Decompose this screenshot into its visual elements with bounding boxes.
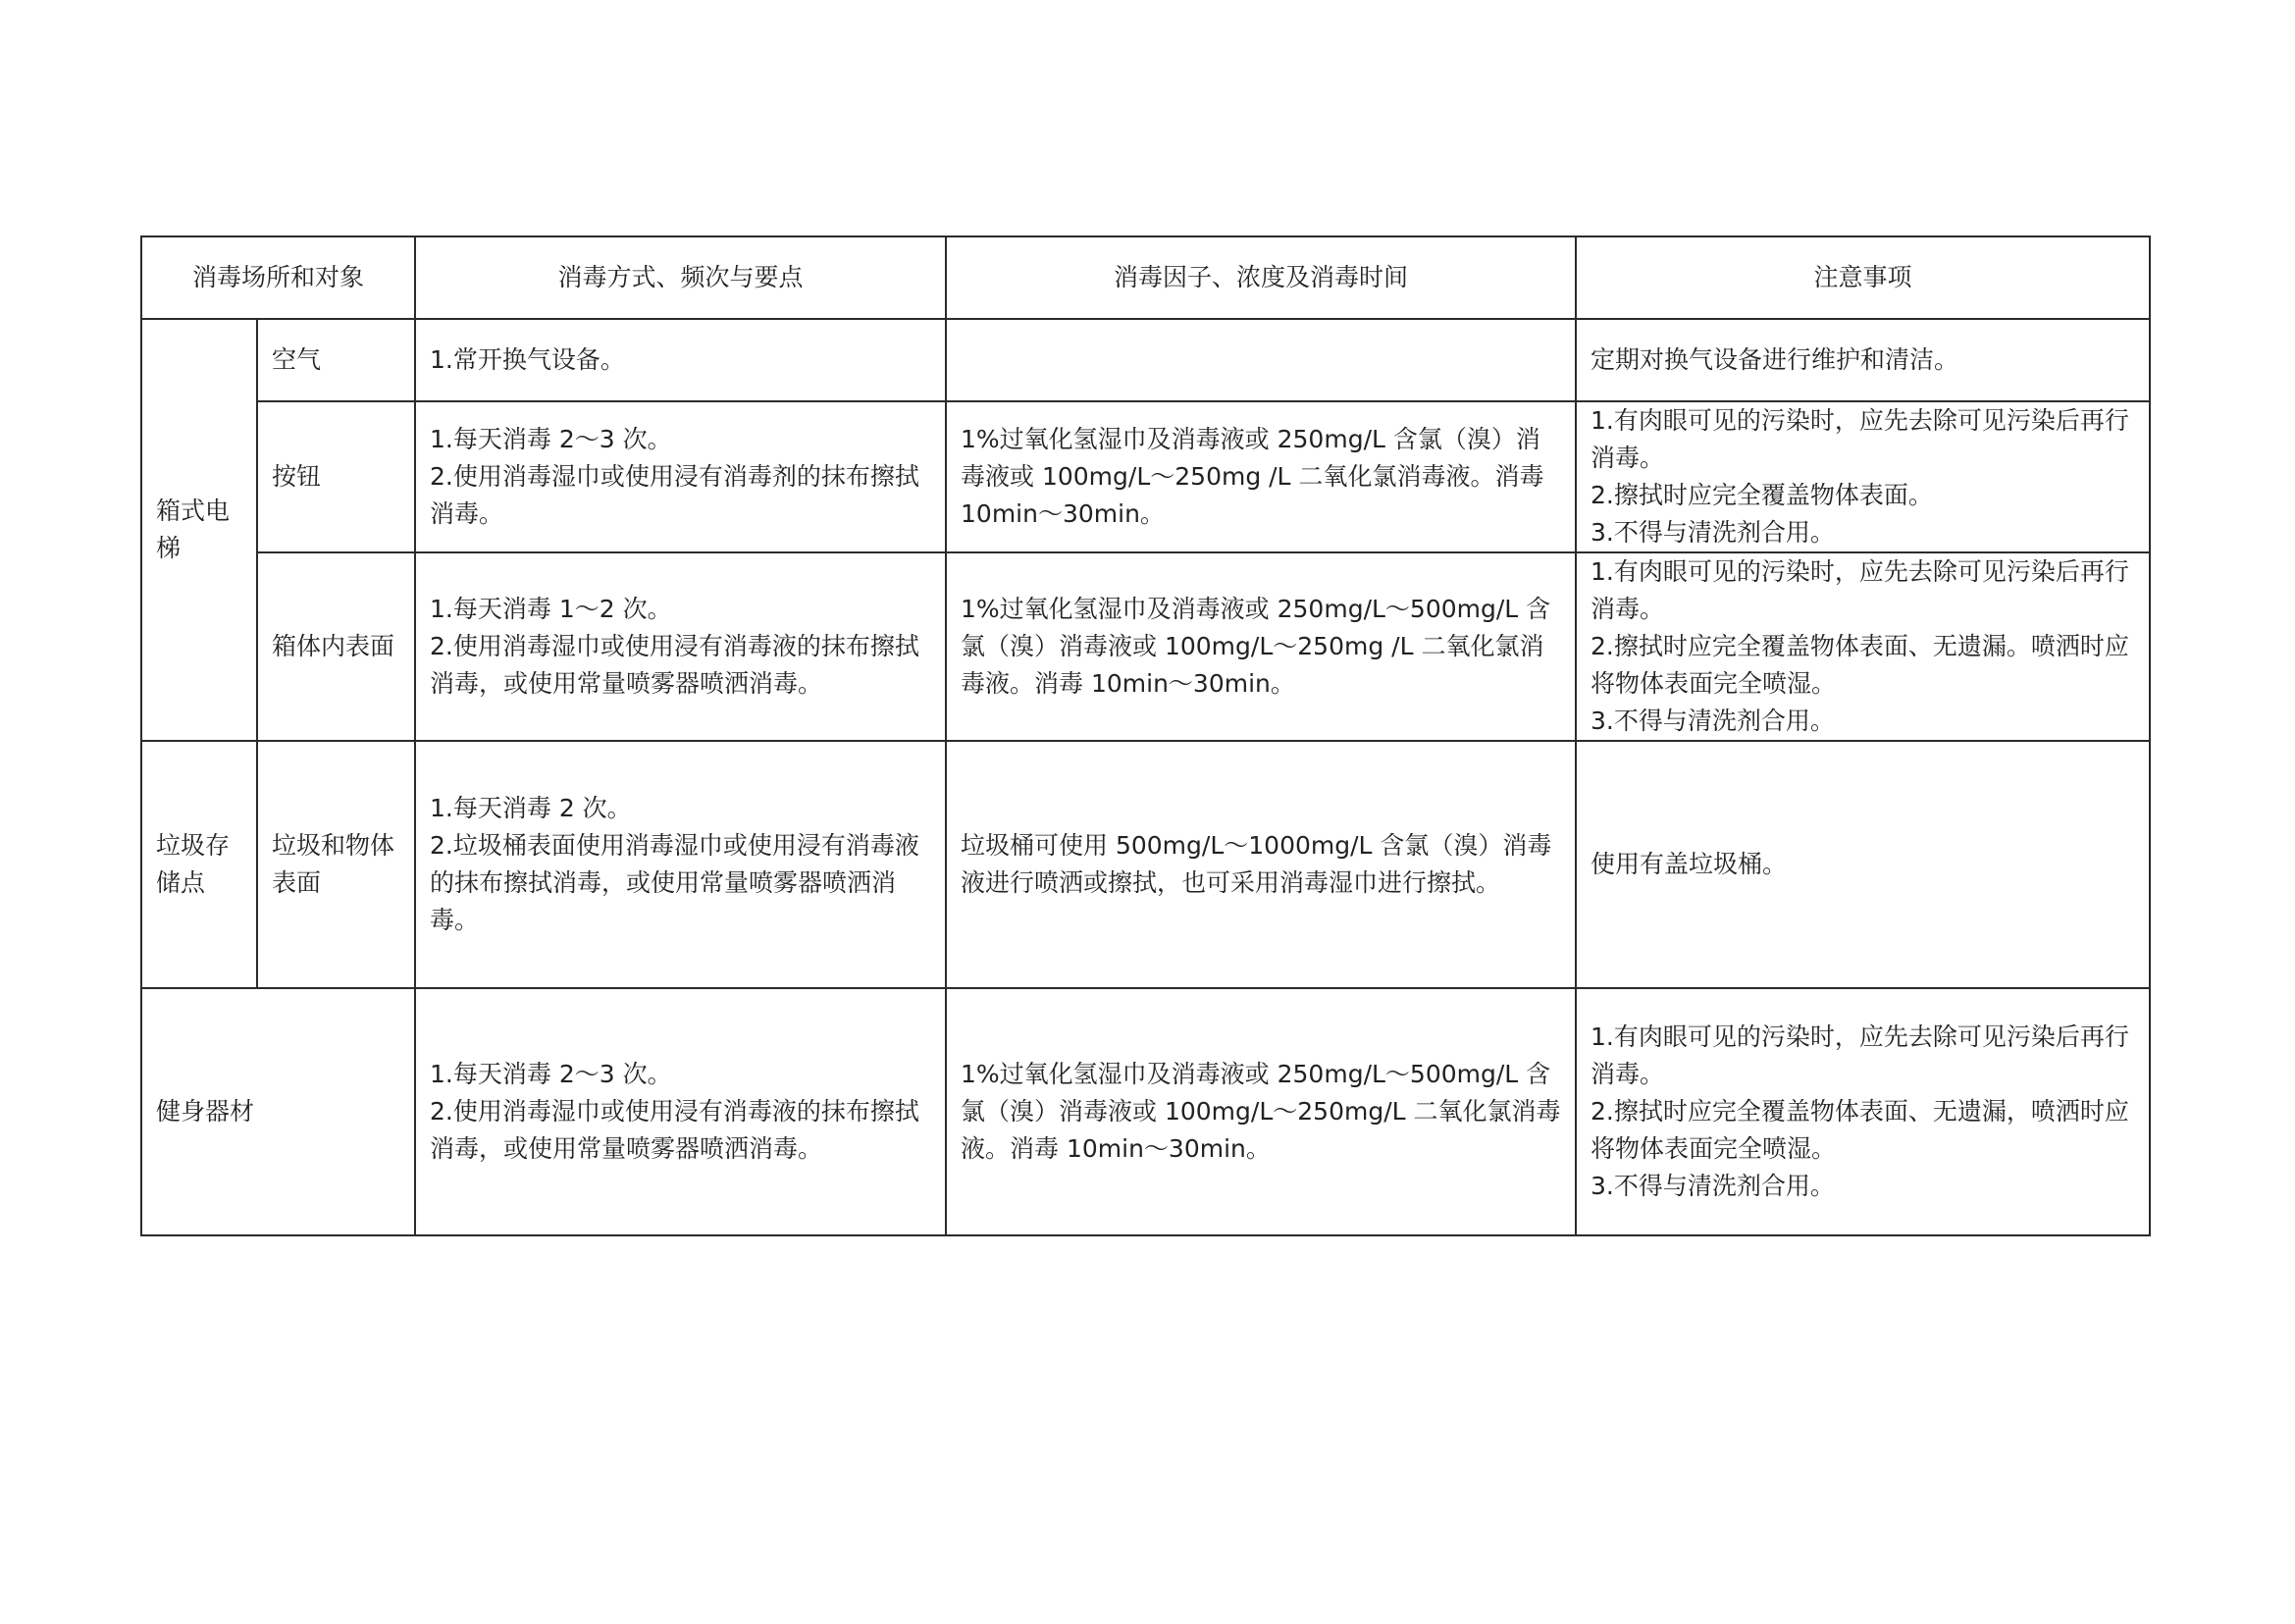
cell-line: 2.使用消毒湿巾或使用浸有消毒剂的抹布擦拭消毒。	[430, 462, 919, 528]
factor-cell	[946, 988, 1576, 1235]
cell-line: 1%过氧化氢湿巾及消毒液或 250mg/L～500mg/L 含氯（溴）消毒液或 100mg/L～250mg /L 二氧化氯消毒液。消毒 10min～30min。	[961, 595, 1551, 698]
method-cell	[415, 988, 946, 1235]
method-cell	[415, 401, 946, 552]
group-elevator: 箱式电梯	[141, 319, 257, 741]
cell-line: 3.不得与清洗剂合用。	[1591, 1172, 1835, 1200]
cell-line: 1%过氧化氢湿巾及消毒液或 250mg/L 含氯（溴）消毒液或 100mg/L～250mg /L 二氧化氯消毒液。消毒 10min～30min。	[961, 425, 1544, 528]
cell-line: 2.使用消毒湿巾或使用浸有消毒液的抹布擦拭消毒，或使用常量喷雾器喷洒消毒。	[430, 1097, 919, 1163]
notes-cell	[1576, 319, 2150, 401]
cell-line: 1.常开换气设备。	[430, 345, 625, 374]
cell-line: 1%过氧化氢湿巾及消毒液或 250mg/L～500mg/L 含氯（溴）消毒液或 100mg/L～250mg/L 二氧化氯消毒液。消毒 10min～30min。	[961, 1060, 1561, 1163]
group-fitness: 健身器材	[141, 988, 415, 1235]
header-method: 消毒方式、频次与要点	[415, 236, 946, 319]
table-row	[141, 741, 2150, 988]
cell-line: 垃圾桶可使用 500mg/L～1000mg/L 含氯（溴）消毒液进行喷洒或擦拭，也可采用消毒湿巾进行擦拭。	[961, 831, 1552, 897]
header-notes: 注意事项	[1576, 236, 2150, 319]
cell-line: 1.每天消毒 2～3 次。	[430, 425, 672, 453]
table-row	[141, 988, 2150, 1235]
factor-cell	[946, 552, 1576, 741]
notes-cell	[1576, 552, 2150, 741]
method-cell	[415, 741, 946, 988]
table-header-row	[141, 236, 2150, 319]
cell-line: 2.擦拭时应完全覆盖物体表面、无遗漏，喷洒时应将物体表面完全喷湿。	[1591, 1097, 2129, 1163]
disinfection-table	[140, 236, 2151, 1236]
cell-line: 2.擦拭时应完全覆盖物体表面。	[1591, 481, 1933, 509]
object-air: 空气	[257, 319, 415, 401]
cell-line: 2.擦拭时应完全覆盖物体表面、无遗漏。喷洒时应将物体表面完全喷湿。	[1591, 632, 2129, 698]
cell-line: 2.垃圾桶表面使用消毒湿巾或使用浸有消毒液的抹布擦拭消毒，或使用常量喷雾器喷洒消毒。	[430, 831, 919, 934]
cell-line: 1.每天消毒 2 次。	[430, 794, 632, 822]
cell-line: 1.每天消毒 1～2 次。	[430, 595, 672, 623]
object-button: 按钮	[257, 401, 415, 552]
table-row	[141, 552, 2150, 741]
group-waste: 垃圾存储点	[141, 741, 257, 988]
cell-line: 3.不得与清洗剂合用。	[1591, 518, 1835, 547]
header-place: 消毒场所和对象	[141, 236, 415, 319]
factor-cell	[946, 319, 1576, 401]
notes-cell	[1576, 741, 2150, 988]
notes-cell	[1576, 401, 2150, 552]
table-row	[141, 401, 2150, 552]
object-waste: 垃圾和物体表面	[257, 741, 415, 988]
factor-cell	[946, 741, 1576, 988]
table-row	[141, 319, 2150, 401]
method-cell	[415, 319, 946, 401]
cell-line: 3.不得与清洗剂合用。	[1591, 707, 1835, 735]
cell-line: 定期对换气设备进行维护和清洁。	[1591, 345, 1959, 374]
cell-line: 1.每天消毒 2～3 次。	[430, 1060, 672, 1088]
notes-cell	[1576, 988, 2150, 1235]
factor-cell	[946, 401, 1576, 552]
cell-line: 2.使用消毒湿巾或使用浸有消毒液的抹布擦拭消毒，或使用常量喷雾器喷洒消毒。	[430, 632, 919, 698]
object-cabin-surface: 箱体内表面	[257, 552, 415, 741]
cell-line: 1.有肉眼可见的污染时，应先去除可见污染后再行消毒。	[1591, 1022, 2129, 1088]
cell-line: 1.有肉眼可见的污染时，应先去除可见污染后再行消毒。	[1591, 406, 2129, 472]
cell-line: 1.有肉眼可见的污染时，应先去除可见污染后再行消毒。	[1591, 557, 2129, 623]
cell-line: 使用有盖垃圾桶。	[1591, 850, 1788, 878]
header-factor: 消毒因子、浓度及消毒时间	[946, 236, 1576, 319]
method-cell	[415, 552, 946, 741]
